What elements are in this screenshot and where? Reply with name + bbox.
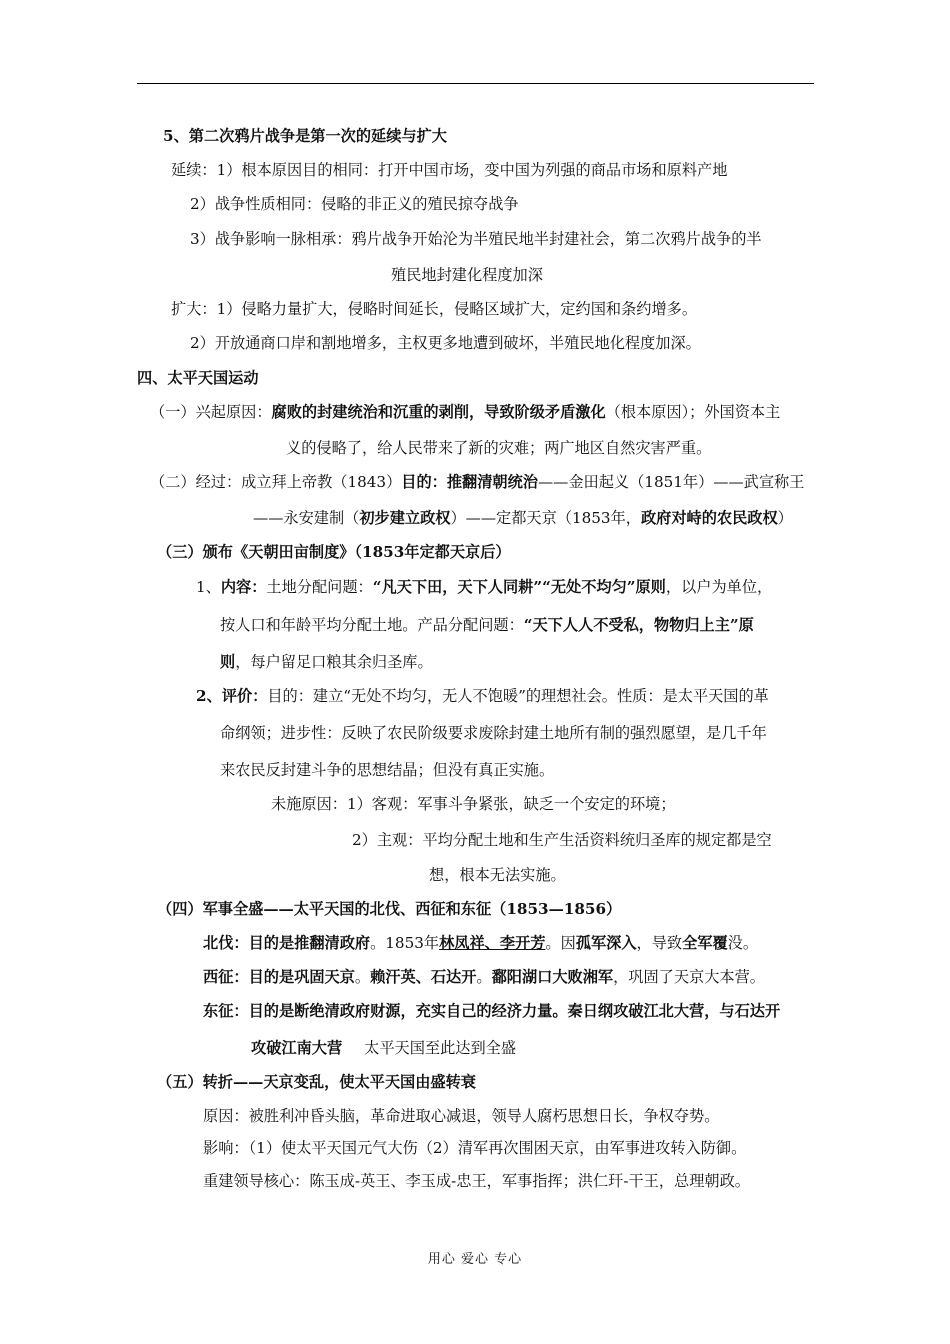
text-span: 没。 xyxy=(727,934,759,952)
bold-text: 孤军深入 xyxy=(575,934,637,952)
text-span: ，以户为单位， xyxy=(665,578,773,596)
bold-text: “凡天下田，天下人同耕”“无处不均匀”原则 xyxy=(372,578,666,596)
text-span: ）——定都天京（1853年， xyxy=(450,509,641,527)
text-line: 扩大：1）侵略力量扩大，侵略时间延长，侵略区域扩大，定约国和条约增多。 xyxy=(171,300,698,318)
text-line: 义的侵略了，给人民带来了新的灾难；两广地区自然灾害严重。 xyxy=(286,439,712,457)
text-span: 。1853年 xyxy=(370,934,440,952)
subsection-heading: （四）军事全盛——太平天国的北伐、西征和东征（1853—1856） xyxy=(157,900,622,918)
bold-text: 鄱阳湖口大败湘军 xyxy=(491,968,614,986)
text-line: 2）战争性质相同：侵略的非正义的殖民掠夺战争 xyxy=(190,195,519,213)
text-span: 。因 xyxy=(545,934,576,952)
paragraph-line xyxy=(150,472,804,492)
paragraph-line xyxy=(253,508,793,528)
text-line: 命纲领；进步性：反映了农民阶级要求废除封建土地所有制的强烈愿望，是几千年 xyxy=(220,724,767,742)
bold-text: 攻破江南大营 xyxy=(251,1039,343,1057)
header-rule xyxy=(137,83,814,84)
text-span: （一）兴起原因： xyxy=(150,403,272,421)
text-line: 延续：1）根本原因目的相同：打开中国市场，变中国为列强的商品市场和原料产地 xyxy=(171,161,728,179)
text-line: 殖民地封建化程度加深 xyxy=(391,266,543,284)
text-span: 。 xyxy=(354,968,371,986)
paragraph-line xyxy=(251,1038,516,1058)
text-line: 重建领导核心：陈玉成-英王、李玉成-忠王，军事指挥；洪仁玕-干王，总理朝政。 xyxy=(203,1172,750,1190)
text-span: ） xyxy=(777,509,793,527)
text-span: 土地分配问题： xyxy=(266,578,373,596)
bold-text: 赖汗英、石达开 xyxy=(370,968,477,986)
text-line: 2）主观：平均分配土地和生产生活资料统归圣库的规定都是空 xyxy=(352,831,772,849)
paragraph-line xyxy=(203,967,765,987)
subsection-heading: （五）转折——天京变乱，使太平天国由盛转衰 xyxy=(157,1073,476,1091)
bold-text: 目的：推翻清朝统治 xyxy=(401,473,538,491)
text-span: ，导致 xyxy=(636,934,683,952)
section-heading: 四、太平天国运动 xyxy=(137,369,259,387)
text-line: 来农民反封建斗争的思想结晶；但没有真正实施。 xyxy=(220,761,555,779)
text-span: ——金田起义（1851年）——武宣称王 xyxy=(537,473,805,491)
bold-text-line: 东征：目的是断绝清政府财源，充实自己的经济力量。秦日纲攻破江北大营，与石达开 xyxy=(203,1002,781,1020)
text-span: （二）经过：成立拜上帝教（1843） xyxy=(150,473,402,491)
text-span: （根本原因）；外国资本主 xyxy=(605,403,781,421)
paragraph-line xyxy=(220,615,754,635)
paragraph-line xyxy=(196,686,769,706)
text-line: 2）开放通商口岸和割地增多，主权更多地遭到破坏，半殖民地化程度加深。 xyxy=(190,334,701,352)
text-line: 未施原因：1）客观：军事斗争紧张，缺乏一个安定的环境； xyxy=(271,795,676,813)
text-span: ——永安建制（ xyxy=(253,509,360,527)
underlined-bold-text: 林凤祥、李开芳 xyxy=(439,934,546,952)
text-span: ，巩固了天京大本营。 xyxy=(613,968,765,986)
text-span: 按人口和年龄平均分配土地。产品分配问题： xyxy=(220,616,524,634)
text-span: 1、 xyxy=(196,578,221,596)
bold-text: 则 xyxy=(220,653,236,671)
paragraph-line xyxy=(196,577,772,597)
paragraph-line xyxy=(203,933,758,953)
bold-text: “天下人人不受私，物物归上主”原 xyxy=(523,616,754,634)
bold-text: 西征：目的是巩固天京 xyxy=(203,968,355,986)
text-span: ，每户留足口粮其余归圣库。 xyxy=(235,653,433,671)
bold-text: 全军覆 xyxy=(682,934,728,952)
text-line: 影响：（1）使太平天国元气大伤（2）清军再次围困天京，由军事进攻转入防御。 xyxy=(203,1139,747,1157)
text-line: 原因：被胜利冲昏头脑，革命进取心减退，领导人腐朽思想日长，争权夺势。 xyxy=(203,1107,720,1125)
text-span: 。 xyxy=(476,968,492,986)
text-line: 想，根本无法实施。 xyxy=(429,866,566,884)
bold-text: 腐败的封建统治和沉重的剥削，导致阶级矛盾激化 xyxy=(271,403,606,421)
bold-text: 北伐：目的是推翻清政府 xyxy=(203,934,371,952)
paragraph-line xyxy=(220,652,433,672)
bold-text: 2、评价： xyxy=(196,687,268,705)
text-span: 太平天国至此达到全盛 xyxy=(364,1039,516,1057)
bold-text: 内容： xyxy=(220,578,267,596)
paragraph-line xyxy=(150,402,780,422)
subsection-heading: （三）颁布《天朝田亩制度》（1853年定都天京后） xyxy=(157,543,511,561)
page-footer: 用心 爱心 专心 xyxy=(427,1252,523,1267)
text-span: 目的：建立“无处不均匀，无人不饱暖”的理想社会。性质：是太平天国的革 xyxy=(267,687,769,705)
bold-text: 初步建立政权 xyxy=(359,509,451,527)
text-line: 3）战争影响一脉相承：鸦片战争开始沦为半殖民地半封建社会，第二次鸦片战争的半 xyxy=(190,230,762,248)
bold-text: 政府对峙的农民政权 xyxy=(640,509,778,527)
section-heading: 5、第二次鸦片战争是第一次的延续与扩大 xyxy=(163,127,447,145)
